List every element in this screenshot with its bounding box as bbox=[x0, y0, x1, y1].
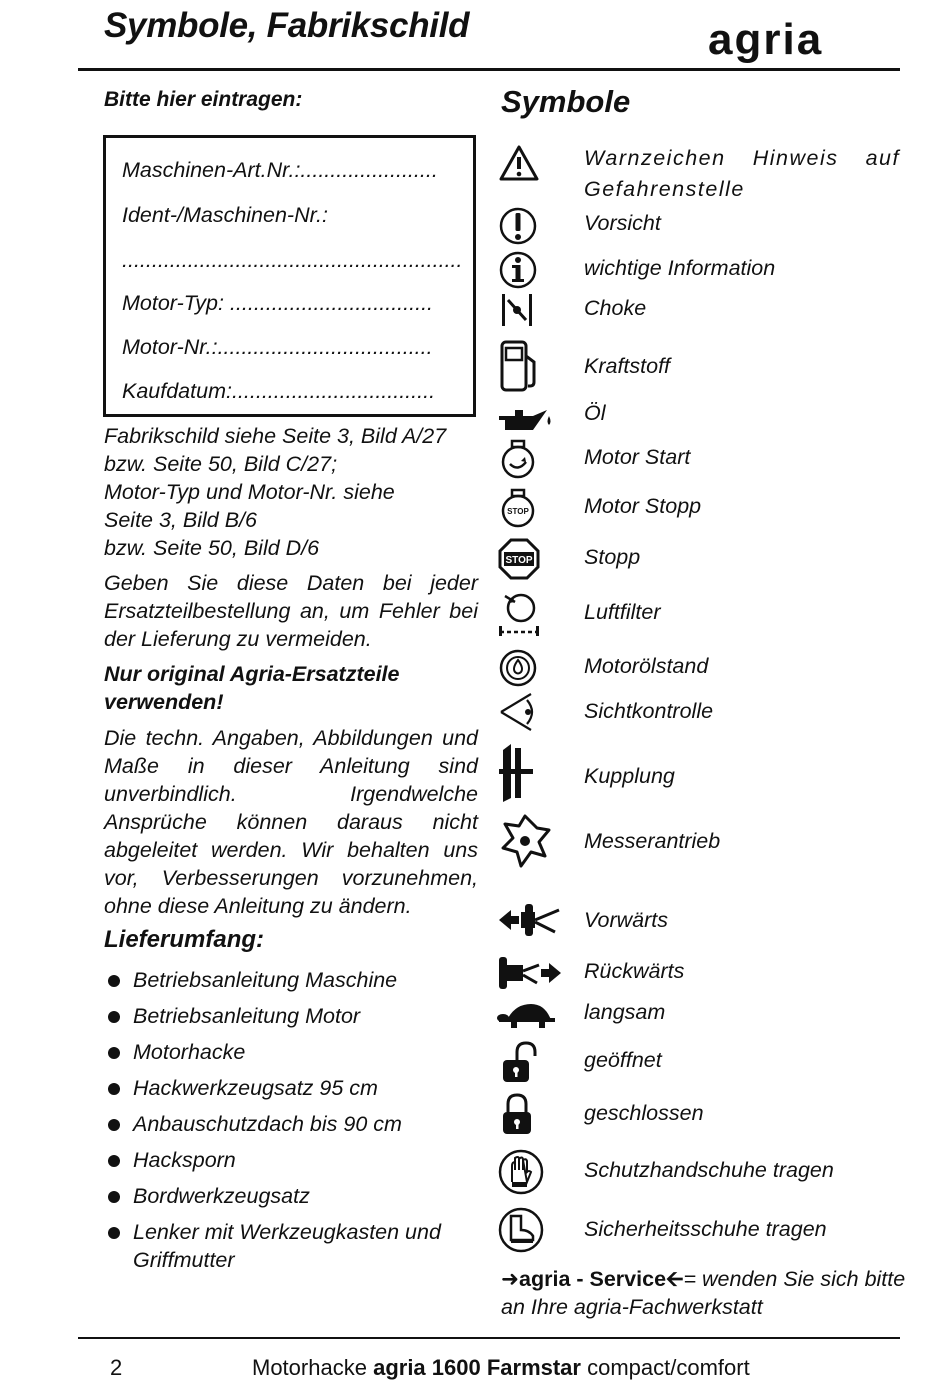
symbol-label-boots: Sicherheitsschuhe tragen bbox=[584, 1217, 827, 1241]
motor-stop-icon bbox=[497, 487, 541, 531]
product-prefix: Motorhacke bbox=[252, 1355, 367, 1380]
field-kaufdatum: Kaufdatum:.................................. bbox=[122, 379, 436, 403]
bullet-icon bbox=[108, 1047, 120, 1059]
oil-level-icon bbox=[497, 646, 541, 690]
info-icon bbox=[497, 248, 541, 292]
page-number: 2 bbox=[110, 1355, 123, 1380]
brand-text: agria bbox=[708, 15, 824, 64]
locked-padlock-icon bbox=[497, 1092, 541, 1138]
list-item-label: Hacksporn bbox=[133, 1148, 236, 1172]
arrow-right-icon: ➜ bbox=[501, 1267, 520, 1291]
symbol-label-reverse: Rückwärts bbox=[584, 959, 685, 983]
symbol-label-stop: Stopp bbox=[584, 545, 641, 569]
fuel-pump-icon bbox=[497, 338, 541, 394]
page-title: Symbole, Fabrikschild bbox=[104, 6, 470, 45]
symbol-label-gloves: Schutzhandschuhe tragen bbox=[584, 1158, 834, 1182]
header-rule bbox=[78, 68, 900, 71]
bullet-icon bbox=[108, 975, 120, 987]
service-text: = wenden Sie sich bitte an Ihre agria-Fachwerkstatt bbox=[501, 1267, 906, 1319]
symbol-label-caution: Vorsicht bbox=[584, 211, 661, 235]
stop-sign-icon bbox=[497, 537, 541, 581]
eye-icon bbox=[497, 690, 541, 734]
nameplate-line: Fabrikschild siehe Seite 3, Bild A/27 bbox=[104, 424, 447, 448]
list-item-label: Bordwerkzeugsatz bbox=[133, 1184, 310, 1208]
symbol-label-clutch: Kupplung bbox=[584, 764, 675, 788]
list-item-label: Betriebsanleitung Motor bbox=[133, 1004, 361, 1028]
lieferumfang-heading: Lieferumfang: bbox=[104, 926, 265, 953]
field-motor-typ: Motor-Typ: .................................. bbox=[122, 291, 434, 315]
bullet-icon bbox=[108, 1083, 120, 1095]
symbol-label-slow: langsam bbox=[584, 1000, 666, 1024]
blade-drive-icon bbox=[497, 812, 553, 870]
nameplate-line: Seite 3, Bild B/6 bbox=[104, 508, 257, 532]
symbol-label-forward: Vorwärts bbox=[584, 908, 669, 932]
field-machine-art-nr: Maschinen-Art.Nr.:....................... bbox=[122, 158, 438, 182]
footer-product bbox=[252, 1355, 750, 1381]
bullet-icon bbox=[108, 1155, 120, 1167]
safety-boot-icon bbox=[497, 1206, 545, 1254]
symbol-label-fuel: Kraftstoff bbox=[584, 354, 671, 378]
field-motor-nr: Motor-Nr.:.................................... bbox=[122, 335, 433, 359]
symbol-label-oil-level: Motorölstand bbox=[584, 654, 709, 678]
symbol-label-visual-check: Sichtkontrolle bbox=[584, 699, 714, 723]
order-note: Geben Sie diese Daten bei jeder Ersatzteilbestellung an, um Fehler bei der Lieferung zu vermeiden. bbox=[104, 571, 478, 651]
disclaimer: Die techn. Angaben, Abbildungen und Maße in dieser Anleitung sind unverbindlich. Irgendwelche Ansprüche können daraus nicht abgeleitet werden. Wir behalten uns vor, Verbesserungen vorzunehmen, ohne diese Anleitung zu ändern. bbox=[104, 726, 478, 918]
symbol-label-blade-drive: Messerantrieb bbox=[584, 829, 721, 853]
bullet-icon bbox=[108, 1119, 120, 1131]
entry-form-box bbox=[103, 135, 476, 417]
list-item-label: Betriebsanleitung Maschine bbox=[133, 968, 398, 992]
stop-label: STOP bbox=[505, 555, 533, 566]
symbol-label-warning: Warnzeichen Hinweis auf Gefahrenstelle bbox=[584, 146, 900, 201]
symbol-label-oil: Öl bbox=[584, 401, 606, 425]
motor-start-icon bbox=[497, 438, 541, 482]
nameplate-line: bzw. Seite 50, Bild C/27; bbox=[104, 452, 338, 476]
turtle-icon bbox=[497, 998, 559, 1034]
symbol-label-info: wichtige Information bbox=[584, 256, 776, 280]
bullet-icon bbox=[108, 1011, 120, 1023]
clutch-icon bbox=[497, 742, 541, 804]
symbol-label-motor-start: Motor Start bbox=[584, 445, 691, 469]
unlocked-padlock-icon bbox=[497, 1040, 541, 1086]
symbol-label-choke: Choke bbox=[584, 296, 647, 320]
product-suffix: compact/comfort bbox=[587, 1355, 750, 1380]
list-item-label: Lenker mit Werkzeugkasten und Griffmutter bbox=[133, 1220, 441, 1272]
nameplate-info bbox=[104, 422, 478, 562]
reverse-icon bbox=[497, 951, 563, 995]
arrow-left-icon: 🡨 bbox=[666, 1267, 684, 1291]
symbol-label-motor-stop: Motor Stopp bbox=[584, 494, 702, 518]
symbol-label-locked: geschlossen bbox=[584, 1101, 704, 1125]
original-parts-note: Nur original Agria-Ersatzteile verwenden! bbox=[104, 662, 400, 714]
list-item-label: Hackwerkzeugsatz 95 cm bbox=[133, 1076, 378, 1100]
field-ident-nr-dots: ......................................................... bbox=[122, 248, 463, 272]
nameplate-line: Motor-Typ und Motor-Nr. siehe bbox=[104, 480, 395, 504]
service-note bbox=[501, 1265, 911, 1321]
caution-icon bbox=[497, 204, 541, 248]
nameplate-line: bzw. Seite 50, Bild D/6 bbox=[104, 536, 320, 560]
agria-logo bbox=[706, 14, 874, 64]
service-label: agria - Service bbox=[519, 1267, 667, 1291]
list-item-label: Anbauschutzdach bis 90 cm bbox=[133, 1112, 402, 1136]
symbol-label-unlocked: geöffnet bbox=[584, 1048, 662, 1072]
list-item-label: Motorhacke bbox=[133, 1040, 246, 1064]
stop-label: STOP bbox=[507, 507, 529, 516]
field-ident-nr: Ident-/Maschinen-Nr.: bbox=[122, 203, 328, 227]
bullet-icon bbox=[108, 1191, 120, 1203]
entry-heading: Bitte hier eintragen: bbox=[104, 88, 303, 111]
air-filter-icon bbox=[497, 588, 541, 638]
warning-triangle-icon bbox=[497, 143, 541, 187]
symbols-heading: Symbole bbox=[501, 84, 631, 119]
forward-icon bbox=[497, 898, 563, 942]
product-name: agria 1600 Farmstar bbox=[373, 1355, 581, 1380]
symbol-label-air-filter: Luftfilter bbox=[584, 600, 661, 624]
bullet-icon bbox=[108, 1227, 120, 1239]
footer-rule bbox=[78, 1337, 900, 1339]
choke-icon bbox=[497, 288, 541, 332]
gloves-icon bbox=[497, 1148, 545, 1196]
